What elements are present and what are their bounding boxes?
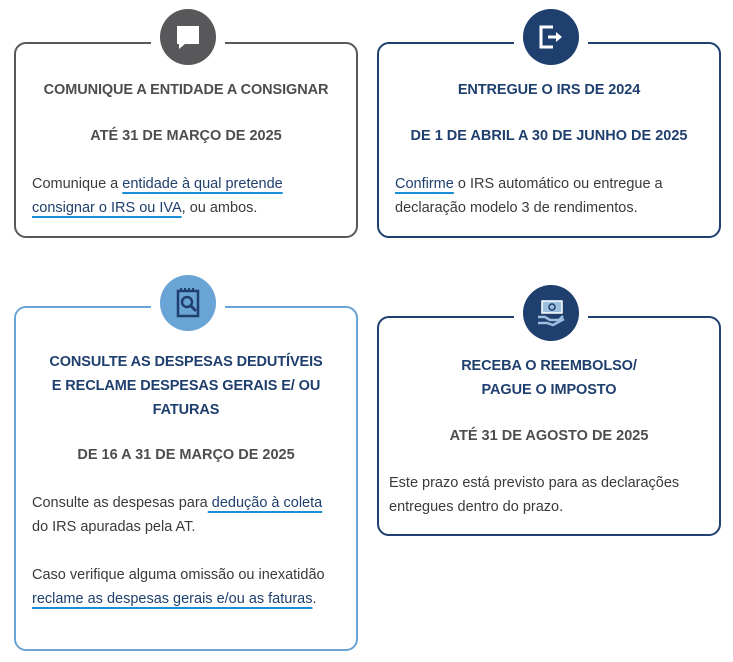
confirme-link[interactable]: Confirme <box>395 176 454 192</box>
card-despesas <box>14 306 358 651</box>
title-line: CONSULTE AS DESPESAS DEDUTÍVEIS <box>49 354 323 370</box>
hand-money-icon <box>523 285 579 341</box>
title-line: FATURAS <box>152 402 220 418</box>
deducao-link[interactable]: dedução à coleta <box>207 495 323 511</box>
body-text: Caso verifique alguma omissão ou inexatidão <box>32 567 325 583</box>
title-line: RECEBA O REEMBOLSO/ <box>461 358 637 374</box>
icon-wrap <box>151 8 225 66</box>
body-text: . <box>312 591 317 607</box>
card-deadline: ATÉ 31 DE MARÇO DE 2025 <box>90 128 282 144</box>
consignar-link[interactable]: entidade à qual pretende consignar o IRS ou IVA <box>32 176 283 216</box>
body-paragraph <box>32 563 340 611</box>
card-title: ENTREGUE O IRS DE 2024 <box>457 82 641 98</box>
card-deadline: DE 1 DE ABRIL A 30 DE JUNHO DE 2025 <box>410 128 688 144</box>
title-line: PAGUE O IMPOSTO <box>481 382 617 398</box>
body-text: , ou ambos. <box>181 200 258 216</box>
card-reembolso <box>377 316 721 536</box>
card-entregue <box>377 42 721 238</box>
card-body: Este prazo está previsto para as declarações entregues dentro do prazo. <box>389 475 680 515</box>
exit-arrow-icon <box>523 9 579 65</box>
body-paragraph <box>32 491 340 539</box>
icon-wrap <box>514 284 588 342</box>
card-consignar <box>14 42 358 238</box>
icon-wrap <box>151 274 225 332</box>
card-deadline: DE 16 A 31 DE MARÇO DE 2025 <box>77 447 295 463</box>
card-deadline: ATÉ 31 DE AGOSTO DE 2025 <box>449 428 649 444</box>
card-title: COMUNIQUE A ENTIDADE A CONSIGNAR <box>43 82 329 98</box>
card-title <box>379 354 719 402</box>
title-line: E RECLAME DESPESAS GERAIS E/ OU <box>51 378 321 394</box>
speech-bubble-icon <box>160 9 216 65</box>
icon-wrap <box>514 8 588 66</box>
reclame-link[interactable]: reclame as despesas gerais e/ou as faturas <box>32 591 313 607</box>
card-body <box>395 172 703 220</box>
body-text: Comunique a <box>32 176 123 192</box>
body-text: Consulte as despesas para <box>32 495 208 511</box>
card-body <box>32 491 340 611</box>
body-text: o IRS automático ou entregue a declaração modelo 3 de rendimentos. <box>395 176 663 216</box>
body-text: do IRS apuradas pela AT. <box>32 519 196 535</box>
card-title <box>16 350 356 422</box>
document-search-icon <box>160 275 216 331</box>
card-body <box>32 172 340 220</box>
